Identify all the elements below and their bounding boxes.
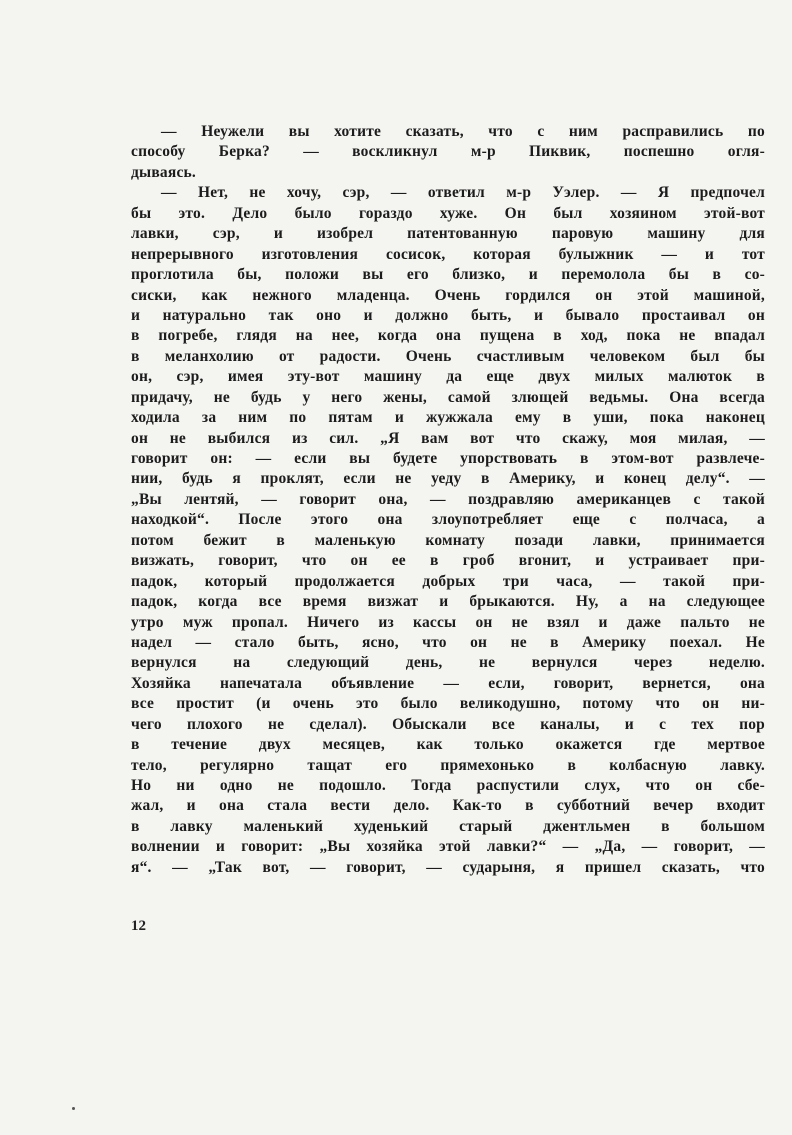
text-line: чего плохого не сделал). Обыскали все каналы, и с тех пор: [131, 715, 765, 733]
page-number: 12: [131, 918, 146, 934]
text-line: он, сэр, имея эту-вот машину да еще двух милых малюток в: [131, 368, 765, 386]
text-line: волнении и говорит: „Вы хозяйка этой лавки?“ — „Да, — говорит, —: [131, 838, 765, 856]
text-line: в меланхолию от радости. Очень счастливым человеком был бы: [131, 347, 765, 365]
text-line: потом бежит в маленькую комнату позади лавки, принимается: [131, 531, 765, 549]
text-line: визжать, говорит, что он ее в гроб вгонит, и устраивает при-: [131, 552, 765, 570]
text-line: тело, регулярно тащат его прямехонько в колбасную лавку.: [131, 756, 765, 774]
text-line: — Нет, не хочу, сэр, — ответил м-р Уэлер. — Я предпочел: [161, 184, 765, 202]
text-line: я“. — „Так вот, — говорит, — сударыня, я пришел сказать, что: [131, 858, 765, 876]
text-line: способу Берка? — воскликнул м-р Пиквик, поспешно огля-: [131, 143, 765, 161]
text-line: — Неужели вы хотите сказать, что с ним расправились по: [161, 123, 765, 140]
text-line: в погребе, глядя на нее, когда она пущена в ход, пока не впадал: [131, 327, 765, 345]
text-line: падок, когда все время визжат и брыкаются. Ну, а на следующее: [131, 593, 765, 611]
text-line: в лавку маленький худенький старый джентльмен в большом: [131, 817, 765, 835]
text-line: Но ни одно не подошло. Тогда распустили слух, что он сбе-: [131, 777, 765, 794]
text-line: все простит (и очень это было великодушно, потому что он ни-: [131, 695, 765, 713]
text-line: Хозяйка напечатала объявление — если, говорит, вернется, она: [131, 674, 765, 692]
text-line: утро муж пропал. Ничего из кассы он не взял и даже пальто не: [131, 613, 765, 631]
text-line: падок, который продолжается добрых три часа, — такой при-: [131, 572, 765, 590]
text-line: надел — стало быть, ясно, что он не в Америку поехал. Не: [131, 633, 765, 651]
text-line: он не выбился из сил. „Я вам вот что скажу, моя милая, —: [131, 429, 765, 447]
text-line: проглотила бы, положи вы его близко, и перемолола бы в со-: [131, 266, 765, 284]
body-text: [131, 122, 765, 878]
text-line: „Вы лентяй, — говорит она, — поздравляю американцев с такой: [131, 490, 765, 508]
text-line: и натурально так оно и должно быть, и бывало простаивал он: [131, 306, 765, 324]
text-line: в течение двух месяцев, как только окажется где мертвое: [131, 736, 765, 754]
text-line: лавки, сэр, и изобрел патентованную паровую машину для: [131, 225, 765, 243]
text-line: находкой“. После этого она злоупотребляет еще с полчаса, а: [131, 511, 765, 529]
text-line: вернулся на следующий день, не вернулся через неделю.: [131, 654, 765, 672]
text-line: сиски, как нежного младенца. Очень гордился он этой машиной,: [131, 286, 765, 304]
text-line: жал, и она стала вести дело. Как-то в субботний вечер входит: [131, 797, 765, 815]
text-line: ходила за ним по пятам и жужжала ему в уши, пока наконец: [131, 409, 765, 427]
text-line: придачу, не будь у него жены, самой злющей ведьмы. Она всегда: [131, 388, 765, 406]
text-line: дываясь.: [131, 163, 197, 181]
text-line: говорит он: — если вы будете упорствовать в этом-вот развлече-: [131, 450, 765, 467]
text-line: непрерывного изготовления сосисок, которая булыжник — и тот: [131, 245, 765, 263]
scan-speck: [72, 1107, 75, 1110]
text-line: нии, будь я проклят, если не уеду в Америку, и конец делу“. —: [131, 470, 765, 488]
text-line: бы это. Дело было гораздо хуже. Он был хозяином этой-вот: [131, 204, 765, 222]
